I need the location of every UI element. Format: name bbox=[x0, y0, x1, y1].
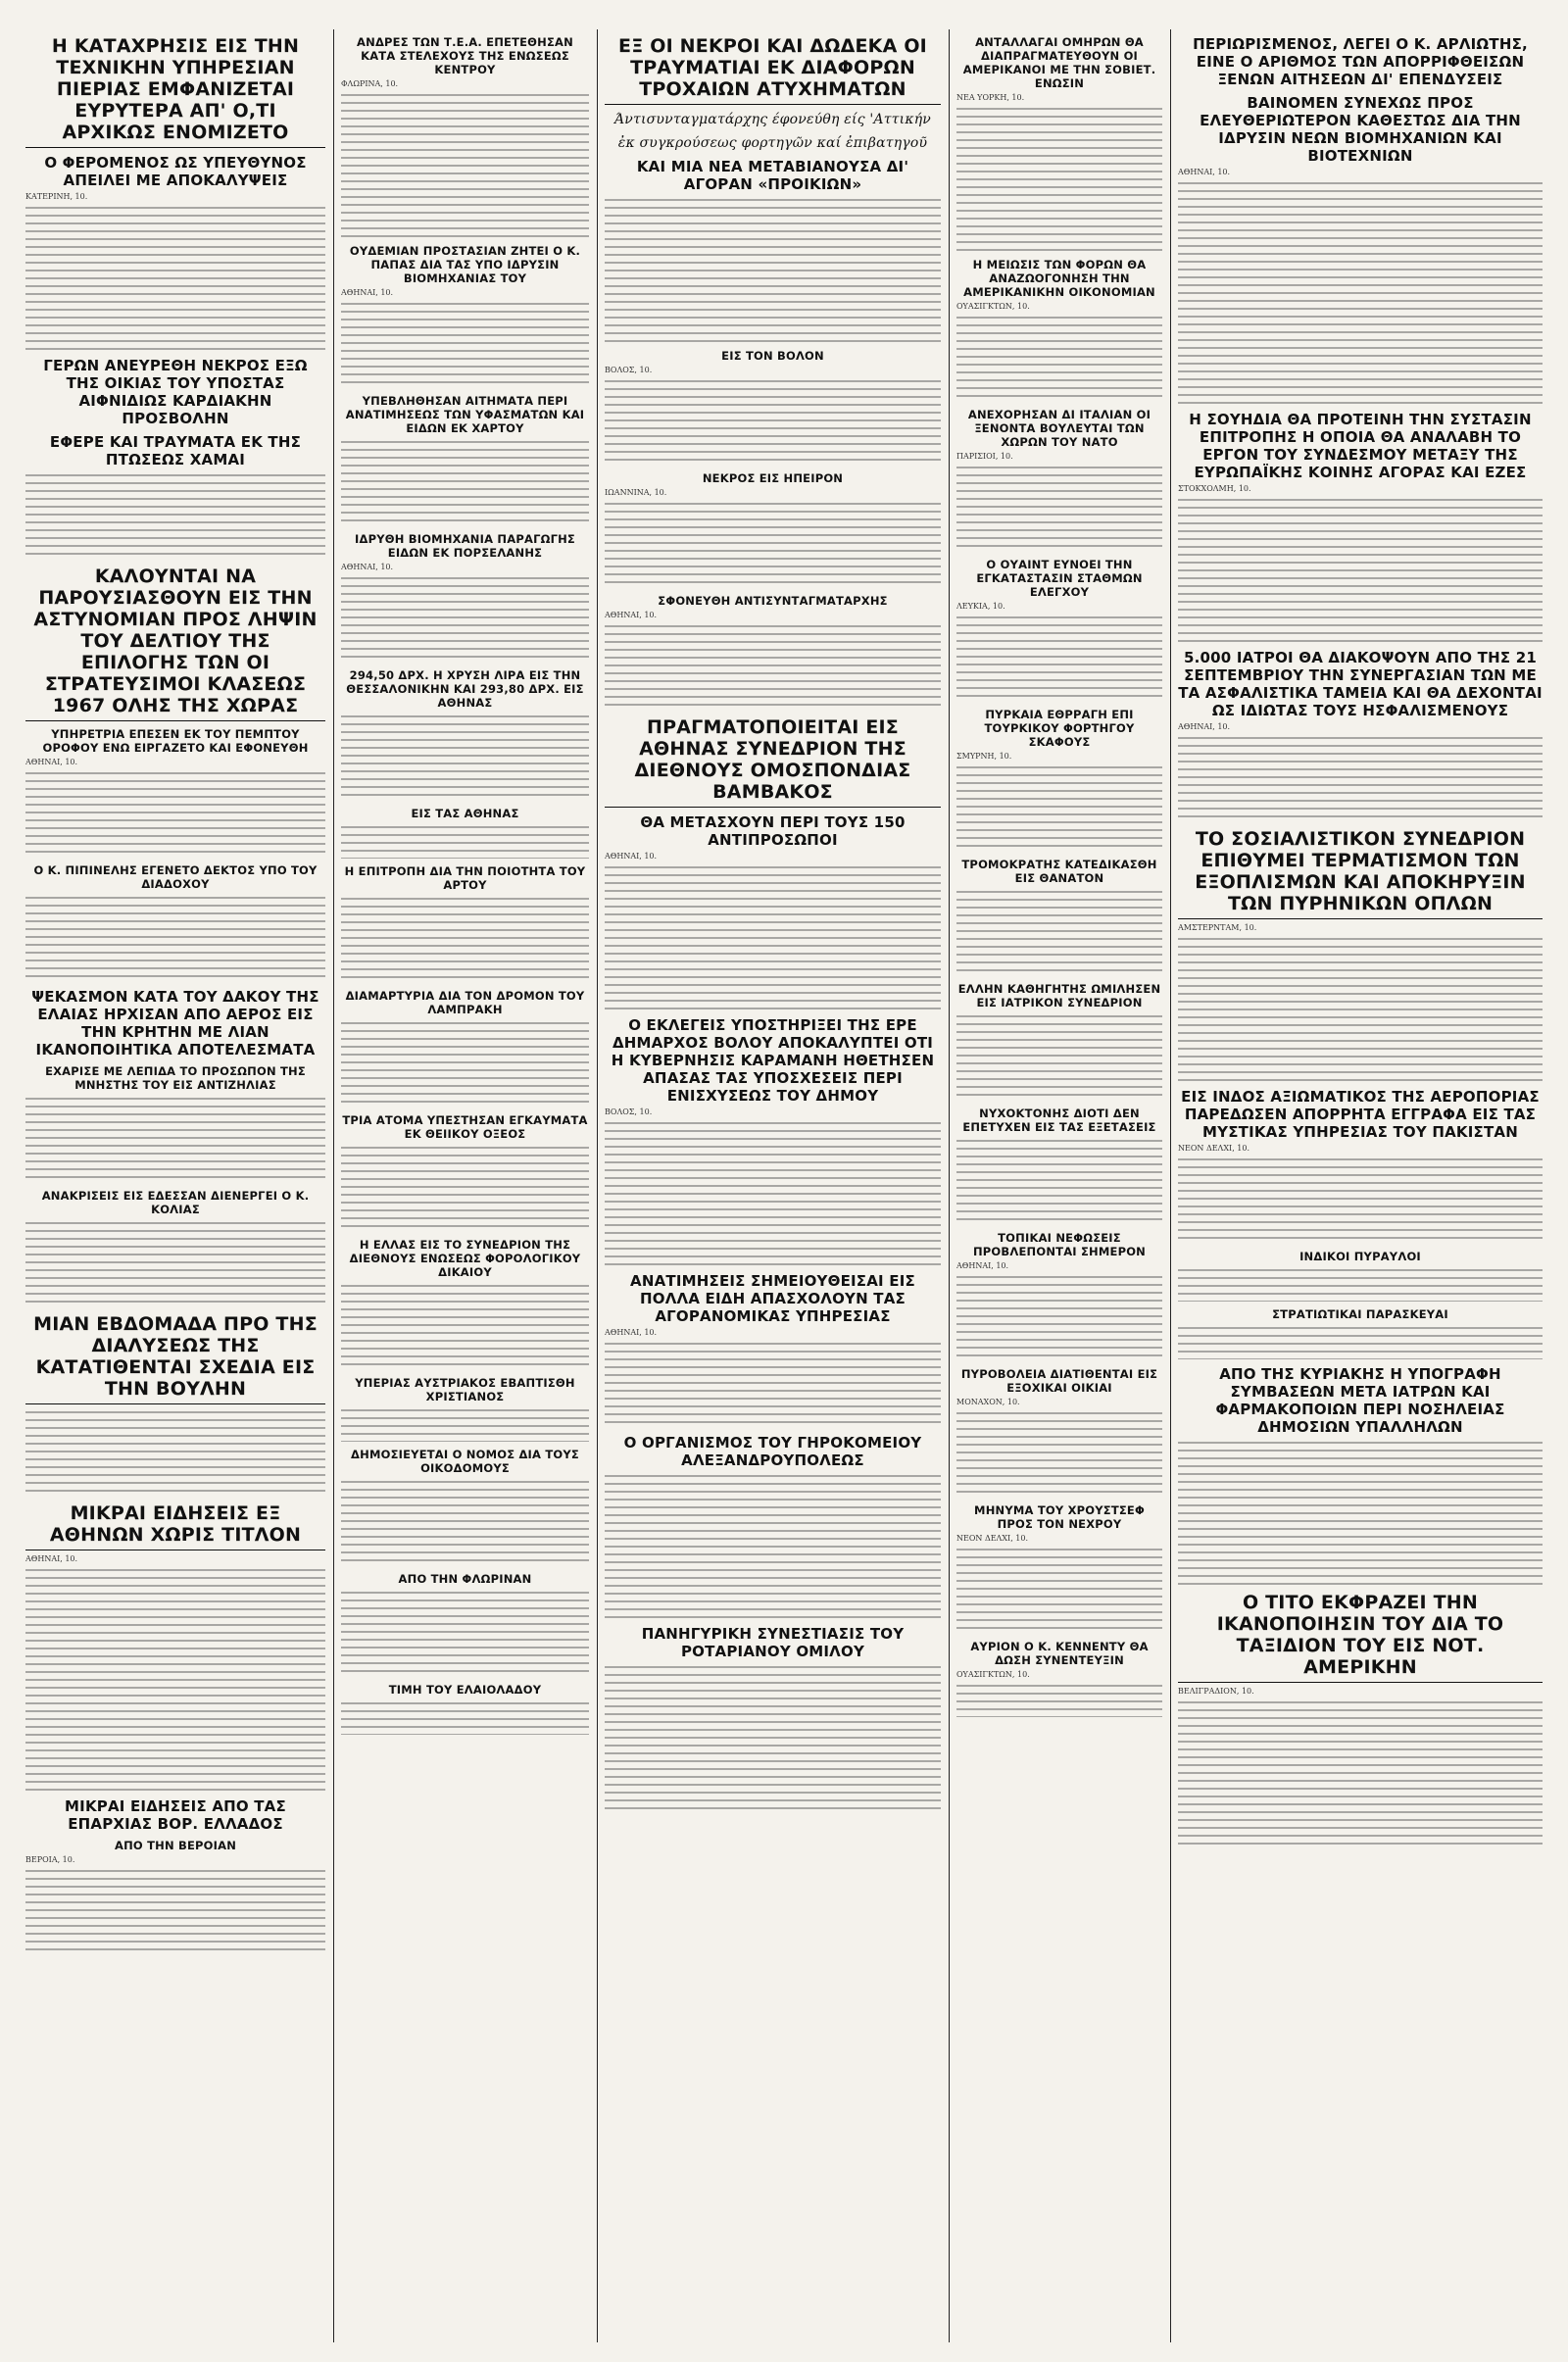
article-headline: ΜΙΚΡΑΙ ΕΙΔΗΣΕΙΣ ΑΠΟ ΤΑΣ ΕΠΑΡΧΙΑΣ ΒΟΡ. ΕΛΛΑΔΟΣ bbox=[65, 1797, 286, 1833]
column-3 bbox=[599, 29, 947, 1814]
article-body-text bbox=[1178, 935, 1543, 1082]
dateline: ΑΘΗΝΑΙ, 10. bbox=[25, 1554, 78, 1563]
article-headline: ΝΕΚΡΟΣ ΕΙΣ ΗΠΕΙΡΟΝ bbox=[702, 471, 844, 485]
article-body-text bbox=[341, 1019, 589, 1107]
article-headline: ΠΑΝΗΓΥΡΙΚΗ ΣΥΝΕΣΤΙΑΣΙΣ ΤΟΥ ΡΟΤΑΡΙΑΝΟΥ ΟΜΙΛΟΥ bbox=[641, 1625, 905, 1660]
article-headline: ΤΡΟΜΟΚΡΑΤΗΣ ΚΑΤΕΔΙΚΑΣΘΗ ΕΙΣ ΘΑΝΑΤΟΝ bbox=[961, 858, 1157, 885]
article-body-text bbox=[956, 614, 1162, 702]
article-body-text bbox=[341, 1144, 589, 1232]
article-body-text bbox=[605, 622, 941, 711]
article-headline: Ο ΟΡΓΑΝΙΣΜΟΣ ΤΟΥ ΓΗΡΟΚΟΜΕΙΟΥ ΑΛΕΞΑΝΔΡΟΥΠΟΛΕΩΣ bbox=[623, 1434, 922, 1469]
headline-rule bbox=[25, 720, 325, 721]
article-body-text bbox=[1178, 1324, 1543, 1359]
dateline: ΜΟΝΑΧΟΝ, 10. bbox=[956, 1398, 1020, 1406]
article-body-text bbox=[341, 438, 589, 526]
article-headline: ΠΥΡΚΑΙΑ ΕΘΡΡΑΓΗ ΕΠΙ ΤΟΥΡΚΙΚΟΥ ΦΟΡΤΗΓΟΥ ΣΚΑΦΟΥΣ bbox=[984, 708, 1135, 749]
article-body-text bbox=[956, 105, 1162, 252]
article-headline: ΕΞ ΟΙ ΝΕΚΡΟΙ ΚΑΙ ΔΩΔΕΚΑ ΟΙ ΤΡΑΥΜΑΤΙΑΙ ΕΚ ΔΙΑΦΟΡΩΝ ΤΡΟΧΑΙΩΝ ΑΤΥΧΗΜΑΤΩΝ bbox=[618, 35, 927, 100]
article-body-text bbox=[25, 769, 325, 858]
article-headline: ΑΠΟ ΤΗΝ ΦΛΩΡΙΝΑΝ bbox=[398, 1572, 532, 1586]
column-rule bbox=[333, 29, 334, 2342]
column-1 bbox=[20, 29, 331, 1959]
article-headline: Ο Κ. ΠΙΠΙΝΕΛΗΣ ΕΓΕΝΕΤΟ ΔΕΚΤΟΣ ΥΠΟ ΤΟΥ ΔΙΑΔΟΧΟΥ bbox=[33, 863, 318, 891]
article-headline: ΑΝΤΑΛΛΑΓΑΙ ΟΜΗΡΩΝ ΘΑ ΔΙΑΠΡΑΓΜΑΤΕΥΘΟΥΝ ΟΙ ΑΜΕΡΙΚΑΝΟΙ ΜΕ ΤΗΝ ΣΟΒΙΕΤ. ΕΝΩΣΙΝ bbox=[962, 35, 1156, 90]
article-body-text bbox=[341, 1699, 589, 1735]
article-headline: ΨΕΚΑΣΜΟΝ ΚΑΤΑ ΤΟΥ ΔΑΚΟΥ ΤΗΣ ΕΛΑΙΑΣ ΗΡΧΙΣΑΝ ΑΠΟ ΑΕΡΟΣ ΕΙΣ ΤΗΝ ΚΡΗΤΗΝ ΜΕ ΛΙΑΝ ΙΚΑΝΟΠΟΙΗΤΙΚΑ ΑΠΟΤΕΛΕΣΜΑΤΑ bbox=[31, 988, 319, 1058]
dateline: ΣΜΥΡΝΗ, 10. bbox=[956, 752, 1012, 761]
dateline: ΑΘΗΝΑΙ, 10. bbox=[605, 852, 658, 861]
dateline: ΛΕΥΚΙΑ, 10. bbox=[956, 602, 1005, 611]
dateline: ΑΘΗΝΑΙ, 10. bbox=[341, 288, 394, 297]
article-body-text bbox=[605, 863, 941, 1010]
article-headline: ΥΠΗΡΕΤΡΙΑ ΕΠΕΣΕΝ ΕΚ ΤΟΥ ΠΕΜΠΤΟΥ ΟΡΟΦΟΥ ΕΝΩ ΕΙΡΓΑΖΕΤΟ ΚΑΙ ΕΦΟΝΕΥΘΗ bbox=[42, 727, 309, 755]
article-headline: 294,50 ΔΡΧ. Η ΧΡΥΣΗ ΛΙΡΑ ΕΙΣ ΤΗΝ ΘΕΣΣΑΛΟΝΙΚΗΝ ΚΑΙ 293,80 ΔΡΧ. ΕΙΣ ΑΘΗΝΑΣ bbox=[346, 668, 584, 710]
article-headline: ΑΝΔΡΕΣ ΤΩΝ Τ.Ε.Α. ΕΠΕΤΕΘΗΣΑΝ ΚΑΤΑ ΣΤΕΛΕΧΟΥΣ ΤΗΣ ΕΝΩΣΕΩΣ ΚΕΝΤΡΟΥ bbox=[357, 35, 573, 76]
article-headline: ΤΡΙΑ ΑΤΟΜΑ ΥΠΕΣΤΗΣΑΝ ΕΓΚΑΥΜΑΤΑ ΕΚ ΘΕΙΙΚΟΥ ΟΞΕΟΣ bbox=[342, 1113, 588, 1141]
article-body-text bbox=[341, 1406, 589, 1442]
article-headline: Η ΚΑΤΑΧΡΗΣΙΣ ΕΙΣ ΤΗΝ ΤΕΧΝΙΚΗΝ ΥΠΗΡΕΣΙΑΝ ΠΙΕΡΙΑΣ ΕΜΦΑΝΙΖΕΤΑΙ ΕΥΡΥΤΕΡΑ ΑΠ' Ο,ΤΙ ΑΡΧΙΚΩΣ ΕΝΟΜΙΖΕΤΟ bbox=[51, 35, 300, 143]
article-headline: ΓΕΡΩΝ ΑΝΕΥΡΕΘΗ ΝΕΚΡΟΣ ΕΞΩ ΤΗΣ ΟΙΚΙΑΣ ΤΟΥ ΥΠΟΣΤΑΣ ΑΙΦΝΙΔΙΩΣ ΚΑΡΔΙΑΚΗΝ ΠΡΟΣΒΟΛΗΝ bbox=[43, 357, 308, 427]
dateline: ΑΘΗΝΑΙ, 10. bbox=[605, 1328, 658, 1337]
headline-rule bbox=[605, 104, 941, 105]
dateline: ΒΟΛΟΣ, 10. bbox=[605, 1107, 653, 1116]
article-headline: Ο ΦΕΡΟΜΕΝΟΣ ΩΣ ΥΠΕΥΘΥΝΟΣ ΑΠΕΙΛΕΙ ΜΕ ΑΠΟΚΑΛΥΨΕΙΣ bbox=[44, 154, 307, 189]
dateline: ΠΑΡΙΣΙΟΙ, 10. bbox=[956, 452, 1013, 461]
article-headline: ΠΡΑΓΜΑΤΟΠΟΙΕΙΤΑΙ ΕΙΣ ΑΘΗΝΑΣ ΣΥΝΕΔΡΙΟΝ ΤΗΣ ΔΙΕΘΝΟΥΣ ΟΜΟΣΠΟΝΔΙΑΣ ΒΑΜΒΑΚΟΣ bbox=[634, 716, 911, 803]
headline-rule bbox=[1178, 1682, 1543, 1683]
article-headline: Η ΕΛΛΑΣ ΕΙΣ ΤΟ ΣΥΝΕΔΡΙΟΝ ΤΗΣ ΔΙΕΘΝΟΥΣ ΕΝΩΣΕΩΣ ΦΟΡΟΛΟΓΙΚΟΥ ΔΙΚΑΙΟΥ bbox=[349, 1238, 581, 1279]
article-headline: Ο ΟΥΑΙΝΤ ΕΥΝΟΕΙ ΤΗΝ ΕΓΚΑΤΑΣΤΑΣΙΝ ΣΤΑΘΜΩΝ ΕΛΕΓΧΟΥ bbox=[976, 558, 1143, 599]
article-body-text bbox=[25, 1408, 325, 1497]
dateline: ΟΥΑΣΙΓΚΤΩΝ, 10. bbox=[956, 302, 1030, 311]
article-headline: ΕΙΣ ΤΟΝ ΒΟΛΟΝ bbox=[721, 349, 824, 363]
article-body-text bbox=[1178, 1266, 1543, 1302]
article-headline: ΚΑΛΟΥΝΤΑΙ ΝΑ ΠΑΡΟΥΣΙΑΣΘΟΥΝ ΕΙΣ ΤΗΝ ΑΣΤΥΝΟΜΙΑΝ ΠΡΟΣ ΛΗΨΙΝ ΤΟΥ ΔΕΛΤΙΟΥ ΤΗΣ ΕΠΙΛΟΓΗΣ ΤΩΝ ΟΙ ΣΤΡΑΤΕΥΣΙΜΟΙ ΚΛΑΣΕΩΣ 1967 ΟΛΗΣ ΤΗΣ ΧΩΡΑΣ bbox=[33, 566, 318, 716]
article-body-text bbox=[341, 895, 589, 983]
dateline: ΙΩΑΝΝΙΝΑ, 10. bbox=[605, 488, 667, 497]
article-headline: ΑΝΕΧΟΡΗΣΑΝ ΔΙ ΙΤΑΛΙΑΝ ΟΙ ΞΕΝΟΝΤΑ ΒΟΥΛΕΥΤΑΙ ΤΩΝ ΧΩΡΩΝ ΤΟΥ ΝΑΤΟ bbox=[967, 408, 1152, 449]
article-body-text bbox=[1178, 179, 1543, 405]
article-headline: ΟΥΔΕΜΙΑΝ ΠΡΟΣΤΑΣΙΑΝ ΖΗΤΕΙ Ο Κ. ΠΑΠΑΣ ΔΙΑ ΤΑΣ ΥΠΟ ΙΔΡΥΣΙΝ ΒΙΟΜΗΧΑΝΙΑΣ ΤΟΥ bbox=[349, 244, 581, 285]
article-headline: ΠΥΡΟΒΟΛΕΙΑ ΔΙΑΤΙΘΕΝΤΑΙ ΕΙΣ ΕΞΟΧΙΚΑΙ ΟΙΚΙΑΙ bbox=[960, 1367, 1158, 1395]
dateline: ΑΘΗΝΑΙ, 10. bbox=[341, 563, 394, 571]
dateline: ΒΕΡΟΙΑ, 10. bbox=[25, 1855, 75, 1864]
article-body-text bbox=[341, 300, 589, 388]
dateline: ΣΤΟΚΧΟΛΜΗ, 10. bbox=[1178, 484, 1251, 493]
article-headline: ΥΠΕΡΙΑΣ ΑΥΣΤΡΙΑΚΟΣ ΕΒΑΠΤΙΣΘΗ ΧΡΙΣΤΙΑΝΟΣ bbox=[355, 1376, 575, 1403]
article-body-text bbox=[956, 1137, 1162, 1225]
dateline: ΑΘΗΝΑΙ, 10. bbox=[956, 1261, 1009, 1270]
article-headline: ΤΟΠΙΚΑΙ ΝΕΦΩΣΕΙΣ ΠΡΟΒΛΕΠΟΝΤΑΙ ΣΗΜΕΡΟΝ bbox=[972, 1231, 1146, 1258]
article-body-text bbox=[605, 377, 941, 466]
article-body-text bbox=[25, 204, 325, 351]
article-body-text bbox=[1178, 1698, 1543, 1845]
article-headline: ΤΟ ΣΟΣΙΑΛΙΣΤΙΚΟΝ ΣΥΝΕΔΡΙΟΝ ΕΠΙΘΥΜΕΙ ΤΕΡΜΑΤΙΣΜΟΝ ΤΩΝ ΕΞΟΠΛΙΣΜΩΝ ΚΑΙ ΑΠΟΚΗΡΥΞΙΝ ΤΩΝ ΠΥΡΗΝΙΚΩΝ ΟΠΛΩΝ bbox=[1195, 828, 1526, 914]
article-headline: ΑΠΟ ΤΗΣ ΚΥΡΙΑΚΗΣ Η ΥΠΟΓΡΑΦΗ ΣΥΜΒΑΣΕΩΝ ΜΕΤΑ ΙΑΤΡΩΝ ΚΑΙ ΦΑΡΜΑΚΟΠΟΙΩΝ ΠΕΡΙ ΝΟΣΗΛΕΙΑΣ ΔΗΜΟΣΙΩΝ ΥΠΑΛΛΗΛΩΝ bbox=[1215, 1365, 1505, 1436]
column-rule bbox=[949, 29, 950, 2342]
article-body-text bbox=[605, 500, 941, 588]
article-body-text bbox=[341, 1282, 589, 1370]
article-body-text bbox=[25, 1566, 325, 1792]
column-2 bbox=[335, 29, 595, 1739]
article-body-text bbox=[956, 763, 1162, 852]
article-headline: ΑΝΑΚΡΙΣΕΙΣ ΕΙΣ ΕΔΕΣΣΑΝ ΔΙΕΝΕΡΓΕΙ Ο Κ. ΚΟΛΙΑΣ bbox=[41, 1189, 310, 1216]
article-body-text bbox=[341, 91, 589, 238]
article-body-text bbox=[341, 1478, 589, 1566]
article-headline: ΣΤΡΑΤΙΩΤΙΚΑΙ ΠΑΡΑΣΚΕΥΑΙ bbox=[1272, 1307, 1448, 1321]
article-headline: Η ΜΕΙΩΣΙΣ ΤΩΝ ΦΟΡΩΝ ΘΑ ΑΝΑΖΩΟΓΟΝΗΣΗ ΤΗΝ ΑΜΕΡΙΚΑΝΙΚΗΝ ΟΙΚΟΝΟΜΙΑΝ bbox=[963, 258, 1155, 299]
article-headline: Η ΣΟΥΗΔΙΑ ΘΑ ΠΡΟΤΕΙΝΗ ΤΗΝ ΣΥΣΤΑΣΙΝ ΕΠΙΤΡΟΠΗΣ Η ΟΠΟΙΑ ΘΑ ΑΝΑΛΑΒΗ ΤΟ ΕΡΓΟΝ ΤΟΥ ΣΥΝΔΕΣΜΟΥ ΜΕΤΑΞΥ ΤΗΣ ΕΥΡΩΠΑΪΚΗΣ ΚΟΙΝΗΣ ΑΓΟΡΑΣ ΚΑΙ ΕΖΕΣ bbox=[1189, 411, 1532, 481]
article-body-text bbox=[25, 1867, 325, 1955]
dateline: ΑΜΣΤΕΡΝΤΑΜ, 10. bbox=[1178, 923, 1257, 932]
article-body-text bbox=[1178, 1439, 1543, 1586]
article-headline: ΜΙΚΡΑΙ ΕΙΔΗΣΕΙΣ ΕΞ ΑΘΗΝΩΝ ΧΩΡΙΣ ΤΙΤΛΟΝ bbox=[49, 1502, 302, 1546]
dateline: ΝΕΟΝ ΔΕΛΧΙ, 10. bbox=[1178, 1144, 1250, 1153]
column-rule bbox=[1170, 29, 1171, 2342]
article-body-text bbox=[956, 888, 1162, 976]
article-headline: ΑΥΡΙΟΝ Ο Κ. ΚΕΝΝΕΝΤΥ ΘΑ ΔΩΣΗ ΣΥΝΕΝΤΕΥΞΙΝ bbox=[970, 1640, 1149, 1667]
article-headline: ΠΕΡΙΩΡΙΣΜΕΝΟΣ, ΛΕΓΕΙ Ο Κ. ΑΡΛΙΩΤΗΣ, ΕΙΝΕ Ο ΑΡΙΘΜΟΣ ΤΩΝ ΑΠΟΡΡΙΦΘΕΙΣΩΝ ΞΕΝΩΝ ΑΙΤΗΣΕΩΝ ΔΙ' ΕΠΕΝΔΥΣΕΙΣ bbox=[1193, 35, 1528, 88]
article-body-text bbox=[1178, 734, 1543, 822]
article-body-text bbox=[605, 1472, 941, 1619]
article-body-text bbox=[605, 196, 941, 343]
dateline: ΑΘΗΝΑΙ, 10. bbox=[25, 758, 78, 766]
article-headline: ΕΧΑΡΙΣΕ ΜΕ ΛΕΠΙΔΑ ΤΟ ΠΡΟΣΩΠΟΝ ΤΗΣ ΜΝΗΣΤΗΣ ΤΟΥ ΕΙΣ ΑΝΤΙΖΗΛΙΑΣ bbox=[45, 1064, 306, 1092]
article-body-text bbox=[956, 464, 1162, 552]
article-body-text bbox=[341, 713, 589, 801]
article-headline: ΙΔΡΥΘΗ ΒΙΟΜΗΧΑΝΙΑ ΠΑΡΑΓΩΓΗΣ ΕΙΔΩΝ ΕΚ ΠΟΡΣΕΛΑΝΗΣ bbox=[355, 532, 575, 560]
dateline: ΒΟΛΟΣ, 10. bbox=[605, 366, 653, 374]
article-body-text bbox=[341, 1589, 589, 1677]
column-4 bbox=[951, 29, 1168, 1721]
article-headline: ΒΑΙΝΟΜΕΝ ΣΥΝΕΧΩΣ ΠΡΟΣ ΕΛΕΥΘΕΡΙΩΤΕΡΟΝ ΚΑΘΕΣΤΩΣ ΔΙΑ ΤΗΝ ΙΔΡΥΣΙΝ ΝΕΩΝ ΒΙΟΜΗΧΑΝΙΩΝ ΚΑΙ ΒΙΟΤΕΧΝΙΩΝ bbox=[1200, 94, 1521, 165]
dateline: ΦΛΩΡΙΝΑ, 10. bbox=[341, 79, 399, 88]
article-body-text bbox=[956, 1273, 1162, 1361]
article-headline: ΚΑΙ ΜΙΑ ΝΕΑ ΜΕΤΑΒΙΑΝΟΥΣΑ ΔΙ' ΑΓΟΡΑΝ «ΠΡΟΙΚΙΩΝ» bbox=[636, 158, 909, 193]
headline-rule bbox=[25, 147, 325, 148]
headline-rule bbox=[25, 1403, 325, 1404]
article-headline: Η ΕΠΙΤΡΟΠΗ ΔΙΑ ΤΗΝ ΠΟΙΟΤΗΤΑ ΤΟΥ ΑΡΤΟΥ bbox=[344, 864, 586, 892]
column-rule bbox=[597, 29, 598, 2342]
article-headline: ΕΛΛΗΝ ΚΑΘΗΓΗΤΗΣ ΩΜΙΛΗΣΕΝ ΕΙΣ ΙΑΤΡΙΚΟΝ ΣΥΝΕΔΡΙΟΝ bbox=[957, 982, 1161, 1009]
dateline: ΟΥΑΣΙΓΚΤΩΝ, 10. bbox=[956, 1670, 1030, 1679]
article-body-text bbox=[956, 1012, 1162, 1101]
article-headline: ΘΑ ΜΕΤΑΣΧΟΥΝ ΠΕΡΙ ΤΟΥΣ 150 ΑΝΤΙΠΡΟΣΩΠΟΙ bbox=[640, 813, 906, 849]
article-headline: ΜΗΝΥΜΑ ΤΟΥ ΧΡΟΥΣΤΣΕΦ ΠΡΟΣ ΤΟΝ ΝΕΧΡΟΥ bbox=[974, 1503, 1145, 1531]
dateline: ΑΘΗΝΑΙ, 10. bbox=[1178, 722, 1231, 731]
article-headline: Ο ΕΚΛΕΓΕΙΣ ΥΠΟΣΤΗΡΙΞΕΙ ΤΗΣ ΕΡΕ ΔΗΜΑΡΧΟΣ ΒΟΛΟΥ ΑΠΟΚΑΛΥΠΤΕΙ ΟΤΙ Η ΚΥΒΕΡΝΗΣΙΣ ΚΑΡΑΜΑΝΗ ΗΘΕΤΗΣΕΝ ΑΠΑΣΑΣ ΤΑΣ ΥΠΟΣΧΕΣΕΙΣ ΠΕΡΙ ΕΝΙΣΧΥΣΕΩΣ ΤΟΥ ΔΗΜΟΥ bbox=[611, 1016, 935, 1105]
article-body-text bbox=[1178, 1156, 1543, 1244]
article-headline: ΕΦΕΡΕ ΚΑΙ ΤΡΑΥΜΑΤΑ ΕΚ ΤΗΣ ΠΤΩΣΕΩΣ ΧΑΜΑΙ bbox=[49, 433, 302, 468]
article-body-text bbox=[25, 1095, 325, 1183]
article-body-text bbox=[956, 1682, 1162, 1717]
article-headline: ΔΙΑΜΑΡΤΥΡΙΑ ΔΙΑ ΤΟΝ ΔΡΟΜΟΝ ΤΟΥ ΛΑΜΠΡΑΚΗ bbox=[345, 989, 585, 1016]
article-headline: 5.000 ΙΑΤΡΟΙ ΘΑ ΔΙΑΚΟΨΟΥΝ ΑΠΟ ΤΗΣ 21 ΣΕΠΤΕΜΒΡΙΟΥ ΤΗΝ ΣΥΝΕΡΓΑΣΙΑΝ ΤΩΝ ΜΕ ΤΑ ΑΣΦΑΛΙΣΤΙΚΑ ΤΑΜΕΙΑ ΚΑΙ ΘΑ ΔΕΧΟΝΤΑΙ ΩΣ ΙΔΙΩΤΑΣ ΤΟΥΣ ΗΣΦΑΛΙΣΜΕΝΟΥΣ bbox=[1178, 649, 1543, 719]
article-body-text bbox=[25, 471, 325, 560]
article-headline: ΥΠΕΒΛΗΘΗΣΑΝ ΑΙΤΗΜΑΤΑ ΠΕΡΙ ΑΝΑΤΙΜΗΣΕΩΣ ΤΩΝ ΥΦΑΣΜΑΤΩΝ ΚΑΙ ΕΙΔΩΝ ΕΚ ΧΑΡΤΟΥ bbox=[345, 394, 585, 435]
article-body-text bbox=[605, 1340, 941, 1428]
dateline: ΒΕΛΙΓΡΑΔΙΟΝ, 10. bbox=[1178, 1687, 1254, 1696]
dateline: ΑΘΗΝΑΙ, 10. bbox=[1178, 168, 1231, 176]
article-body-text bbox=[605, 1663, 941, 1810]
article-headline: Άντισυνταγματάρχης έφονεύθη είς 'Αττικήν bbox=[614, 112, 931, 127]
article-headline: ΕΙΣ ΙΝΔΟΣ ΑΞΙΩΜΑΤΙΚΟΣ ΤΗΣ ΑΕΡΟΠΟΡΙΑΣ ΠΑΡΕΔΩΣΕΝ ΑΠΟΡΡΗΤΑ ΕΓΓΡΑΦΑ ΕΙΣ ΤΑΣ ΜΥΣΤΙΚΑΣ ΥΠΗΡΕΣΙΑΣ ΤΟΥ ΠΑΚΙΣΤΑΝ bbox=[1181, 1088, 1540, 1141]
article-headline: Ο ΤΙΤΟ ΕΚΦΡΑΖΕΙ ΤΗΝ ΙΚΑΝΟΠΟΙΗΣΙΝ ΤΟΥ ΔΙΑ ΤΟ ΤΑΞΙΔΙΟΝ ΤΟΥ ΕΙΣ ΝΟΤ. ΑΜΕΡΙΚΗΝ bbox=[1216, 1592, 1504, 1678]
article-headline: ΑΝΑΤΙΜΗΣΕΙΣ ΣΗΜΕΙΟΥΘΕΙΣΑΙ ΕΙΣ ΠΟΛΛΑ ΕΙΔΗ ΑΠΑΣΧΟΛΟΥΝ ΤΑΣ ΑΓΟΡΑΝΟΜΙΚΑΣ ΥΠΗΡΕΣΙΑΣ bbox=[630, 1272, 915, 1325]
dateline: ΝΕΑ ΥΟΡΚΗ, 10. bbox=[956, 93, 1025, 102]
article-headline: ΤΙΜΗ ΤΟΥ ΕΛΑΙΟΛΑΔΟΥ bbox=[388, 1683, 542, 1697]
article-body-text bbox=[1178, 496, 1543, 643]
article-body-text bbox=[956, 1546, 1162, 1634]
article-body-text bbox=[956, 314, 1162, 402]
article-body-text bbox=[25, 1219, 325, 1307]
article-headline: ΔΗΜΟΣΙΕΥΕΤΑΙ Ο ΝΟΜΟΣ ΔΙΑ ΤΟΥΣ ΟΙΚΟΔΟΜΟΥΣ bbox=[351, 1448, 579, 1475]
article-headline: ἐκ συγκρούσεως φορτηγῶν καί ἐπιβατηγοῦ bbox=[617, 135, 928, 151]
dateline: ΑΘΗΝΑΙ, 10. bbox=[605, 611, 658, 619]
article-body-text bbox=[956, 1409, 1162, 1498]
article-headline: ΙΝΔΙΚΟΙ ΠΥΡΑΥΛΟΙ bbox=[1299, 1250, 1421, 1263]
dateline: ΝΕΟΝ ΔΕΛΧΙ, 10. bbox=[956, 1534, 1028, 1543]
article-body-text bbox=[605, 1119, 941, 1266]
dateline: ΚΑΤΕΡΙΝΗ, 10. bbox=[25, 192, 88, 201]
article-headline: ΕΙΣ ΤΑΣ ΑΘΗΝΑΣ bbox=[411, 807, 519, 820]
headline-rule bbox=[605, 807, 941, 808]
article-headline: ΜΙΑΝ ΕΒΔΟΜΑΔΑ ΠΡΟ ΤΗΣ ΔΙΑΛΥΣΕΩΣ ΤΗΣ ΚΑΤΑΤΙΘΕΝΤΑΙ ΣΧΕΔΙΑ ΕΙΣ ΤΗΝ ΒΟΥΛΗΝ bbox=[33, 1313, 318, 1400]
headline-rule bbox=[1178, 918, 1543, 919]
article-headline: ΑΠΟ ΤΗΝ ΒΕΡΟΙΑΝ bbox=[114, 1839, 237, 1852]
article-body-text bbox=[341, 574, 589, 663]
article-headline: ΣΦΟΝΕΥΘΗ ΑΝΤΙΣΥΝΤΑΓΜΑΤΑΡΧΗΣ bbox=[658, 594, 888, 608]
article-headline: ΝΥΧΟΚΤΟΝΗΣ ΔΙΟΤΙ ΔΕΝ ΕΠΕΤΥΧΕΝ ΕΙΣ ΤΑΣ ΕΞΕΤΑΣΕΙΣ bbox=[962, 1107, 1156, 1134]
article-body-text bbox=[25, 894, 325, 982]
article-body-text bbox=[341, 823, 589, 859]
column-5 bbox=[1172, 29, 1548, 1849]
